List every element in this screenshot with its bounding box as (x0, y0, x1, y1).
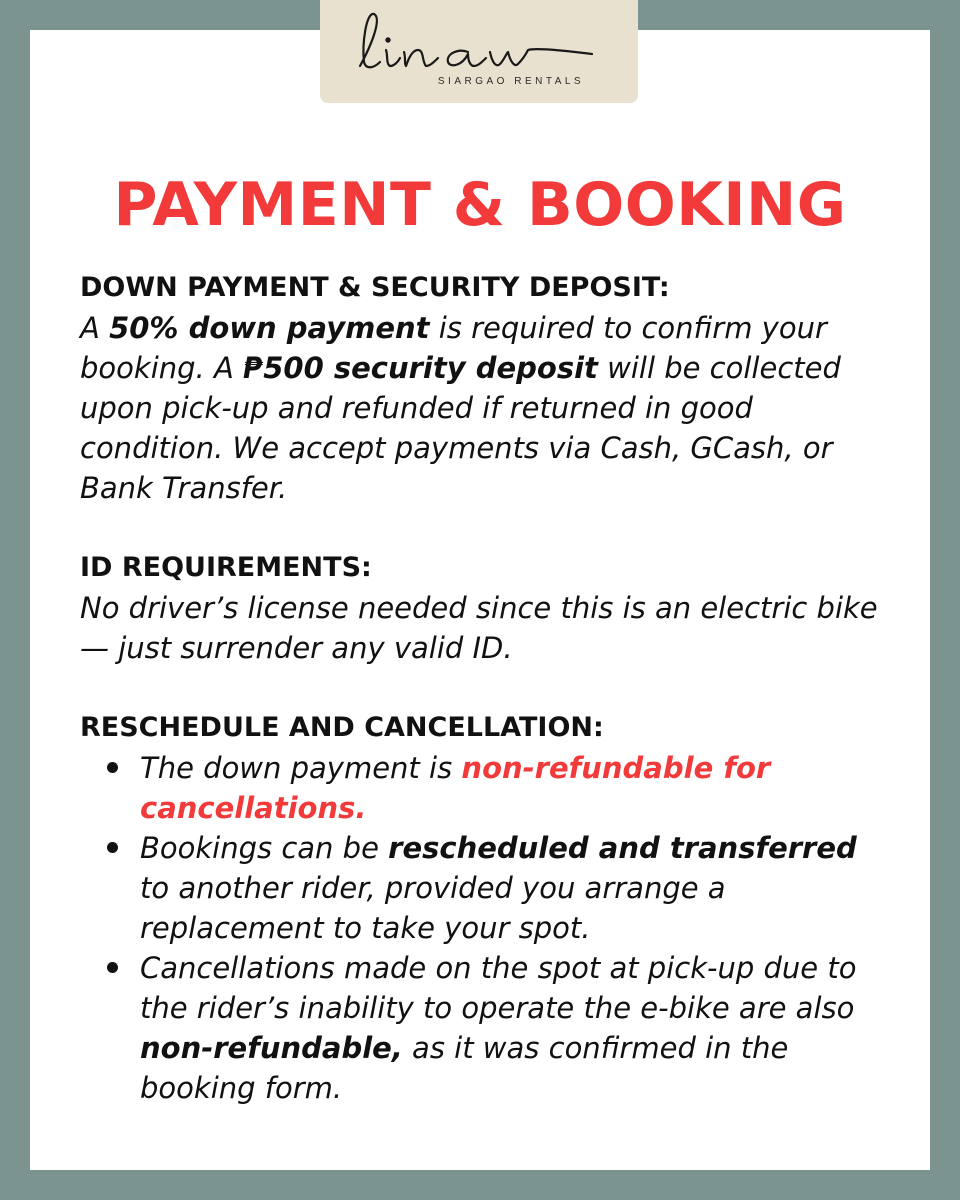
bullet-1-highlight: non-refundable for cancellations. (140, 751, 771, 825)
brand-subtitle: SIARGAO RENTALS (437, 76, 585, 87)
section-heading-id-requirements: ID REQUIREMENTS: (80, 552, 372, 583)
section-heading-down-payment: DOWN PAYMENT & SECURITY DEPOSIT: (80, 272, 670, 303)
security-deposit-amount: ₱500 security deposit (243, 351, 598, 385)
brand-script-logo (320, 4, 638, 80)
list-item (80, 748, 890, 828)
down-payment-text (80, 308, 890, 508)
bullet-2-text-part-1: Bookings can be (140, 831, 389, 865)
id-requirements-text: No driver’s license needed since this is an electric bike — just surrender any valid ID. (80, 591, 878, 665)
down-payment-text-part-3: will be collected upon pick-up and refunded if returned in good condition. We accept payments via Cash, GCash, or Bank Transfer. (80, 351, 841, 505)
bullet-1-text: The down payment is (140, 751, 462, 785)
policy-content (80, 268, 890, 1108)
list-item (80, 828, 890, 948)
bullet-icon (107, 962, 118, 973)
down-payment-text-part-2: is required to confirm your booking. A (80, 311, 827, 385)
bullet-icon (107, 842, 118, 853)
bullet-3-text-part-2: as it was confirmed in the booking form. (140, 1031, 789, 1105)
reschedule-list (80, 748, 890, 1108)
bullet-3-highlight: non-refundable, (140, 1031, 403, 1065)
bullet-2-text-part-2: to another rider, provided you arrange a replacement to take your spot. (140, 871, 726, 945)
bullet-3-text-part-1: Cancellations made on the spot at pick-up due to the rider’s inability to operate the e-bike are also (140, 951, 857, 1025)
down-payment-text-part-1: A (80, 311, 110, 345)
list-item (80, 948, 890, 1108)
brand-logo (320, 0, 638, 103)
page-title: PAYMENT & BOOKING (113, 170, 847, 240)
bullet-icon (107, 762, 118, 773)
bullet-2-highlight: rescheduled and transferred (388, 831, 857, 865)
section-heading-reschedule: RESCHEDULE AND CANCELLATION: (80, 712, 604, 743)
down-payment-percent: 50% down payment (109, 311, 430, 345)
